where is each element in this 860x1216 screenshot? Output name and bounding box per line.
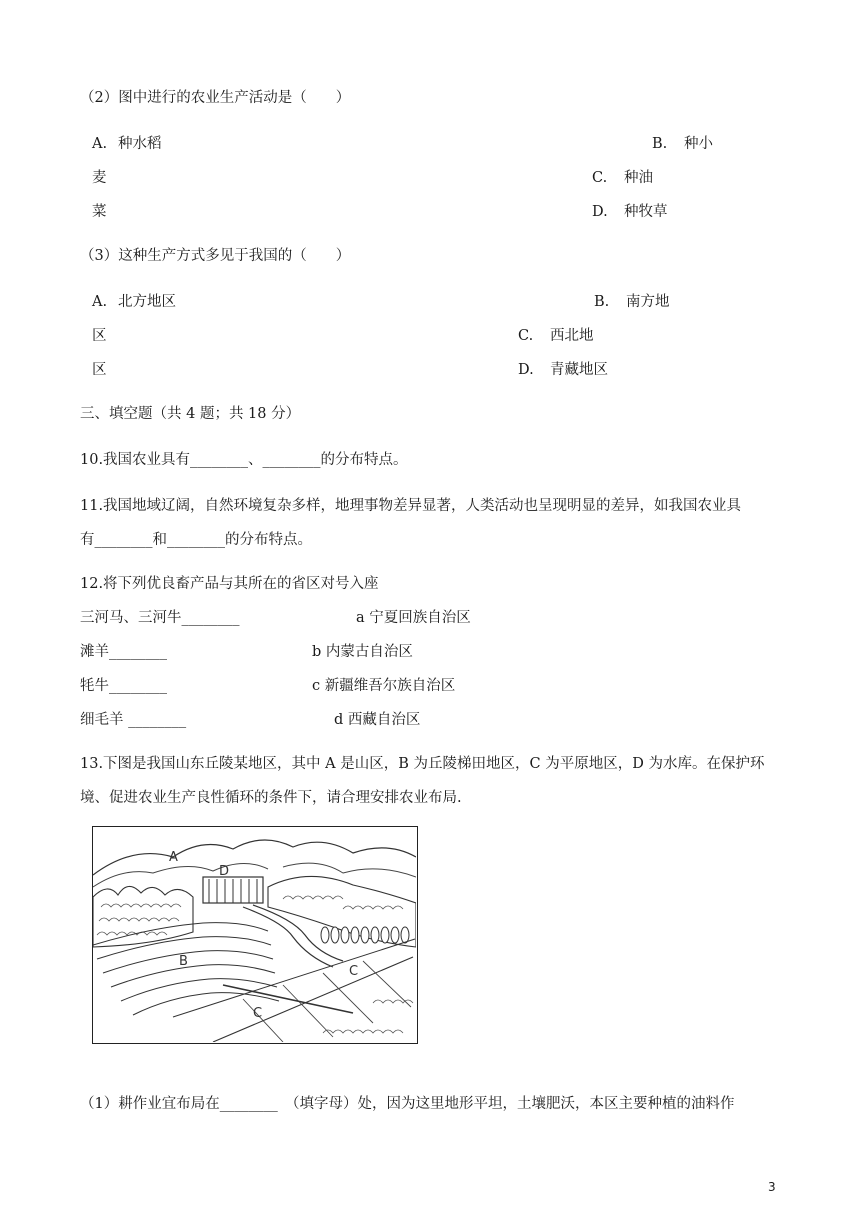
figure-label-b: B (179, 954, 188, 969)
q12-item-right: c 新疆维吾尔族自治区 (312, 678, 456, 694)
q12-item-right: a 宁夏回族自治区 (356, 610, 471, 626)
q9-sub3-option-b-wrap: 区 (92, 328, 107, 344)
option-letter: D. (592, 204, 608, 220)
q9-sub3-stem: （3）这种生产方式多见于我国的（ ） (80, 248, 351, 264)
terrain-sketch (93, 827, 416, 1042)
q11-line1: 11.我国地域辽阔，自然环境复杂多样，地理事物差异显著，人类活动也呈现明显的差异，如我国农业具 (80, 498, 742, 514)
q13-sub1: （1）耕作业宜布局在________ （填字母）处，因为这里地形平坦，土壤肥沃，本区主要种植的油料作 (80, 1096, 735, 1112)
q12-item-right: d 西藏自治区 (334, 712, 421, 728)
option-text: 种牧草 (624, 204, 668, 220)
q13-line2: 境、促进农业生产良性循环的条件下，请合理安排农业布局. (80, 790, 462, 806)
q12-item-left: 滩羊________ (80, 644, 167, 660)
q13-line1: 13.下图是我国山东丘陵某地区，其中 A 是山区，B 为丘陵梯田地区，C 为平原地区，D 为水库。在保护环 (80, 756, 765, 772)
q9-sub2-option-b (652, 134, 713, 154)
option-text: 种小 (684, 136, 713, 152)
option-letter: B. (594, 294, 610, 310)
option-text: 种油 (624, 170, 653, 186)
option-letter: A. (92, 294, 108, 310)
figure-label-a: A (169, 850, 178, 865)
option-letter: B. (652, 136, 668, 152)
q9-sub2-option-d (592, 202, 668, 222)
q9-sub3-option-a (92, 292, 176, 312)
option-text: 北方地区 (118, 294, 176, 310)
q9-sub2-stem: （2）图中进行的农业生产活动是（ ） (80, 90, 351, 106)
q9-sub2-option-b-wrap: 麦 (92, 170, 107, 186)
option-letter: D. (518, 362, 534, 378)
q12-stem: 12.将下列优良畜产品与其所在的省区对号入座 (80, 576, 379, 592)
q9-sub2-option-c (592, 168, 653, 188)
page-number: 3 (768, 1180, 776, 1194)
option-letter: C. (518, 328, 534, 344)
option-letter: C. (592, 170, 608, 186)
q10-text: 10.我国农业具有________、________的分布特点。 (80, 452, 408, 468)
q9-sub3-option-c (518, 326, 594, 346)
figure-label-d: D (219, 864, 230, 879)
q11-line2: 有________和________的分布特点。 (80, 532, 312, 548)
terrain-sketch-figure (92, 826, 418, 1044)
q12-item-left: 细毛羊 ________ (80, 712, 187, 728)
option-text: 种水稻 (118, 136, 162, 152)
option-text: 南方地 (626, 294, 670, 310)
q9-sub2-option-a (92, 134, 162, 154)
q9-sub3-option-b (594, 292, 670, 312)
q12-item-right: b 内蒙古自治区 (312, 644, 413, 660)
option-text: 西北地 (550, 328, 594, 344)
figure-label-c: C (253, 1006, 263, 1021)
figure-label-c: C (349, 964, 359, 979)
q12-item-left: 牦牛________ (80, 678, 167, 694)
q12-item-left: 三河马、三河牛________ (80, 610, 240, 626)
q9-sub2-option-c-wrap: 菜 (92, 204, 107, 220)
option-text: 青藏地区 (550, 362, 608, 378)
q9-sub3-option-c-wrap: 区 (92, 362, 107, 378)
option-letter: A. (92, 136, 108, 152)
q9-sub3-option-d (518, 360, 608, 380)
section-title: 三、填空题（共 4 题；共 18 分） (80, 406, 301, 422)
